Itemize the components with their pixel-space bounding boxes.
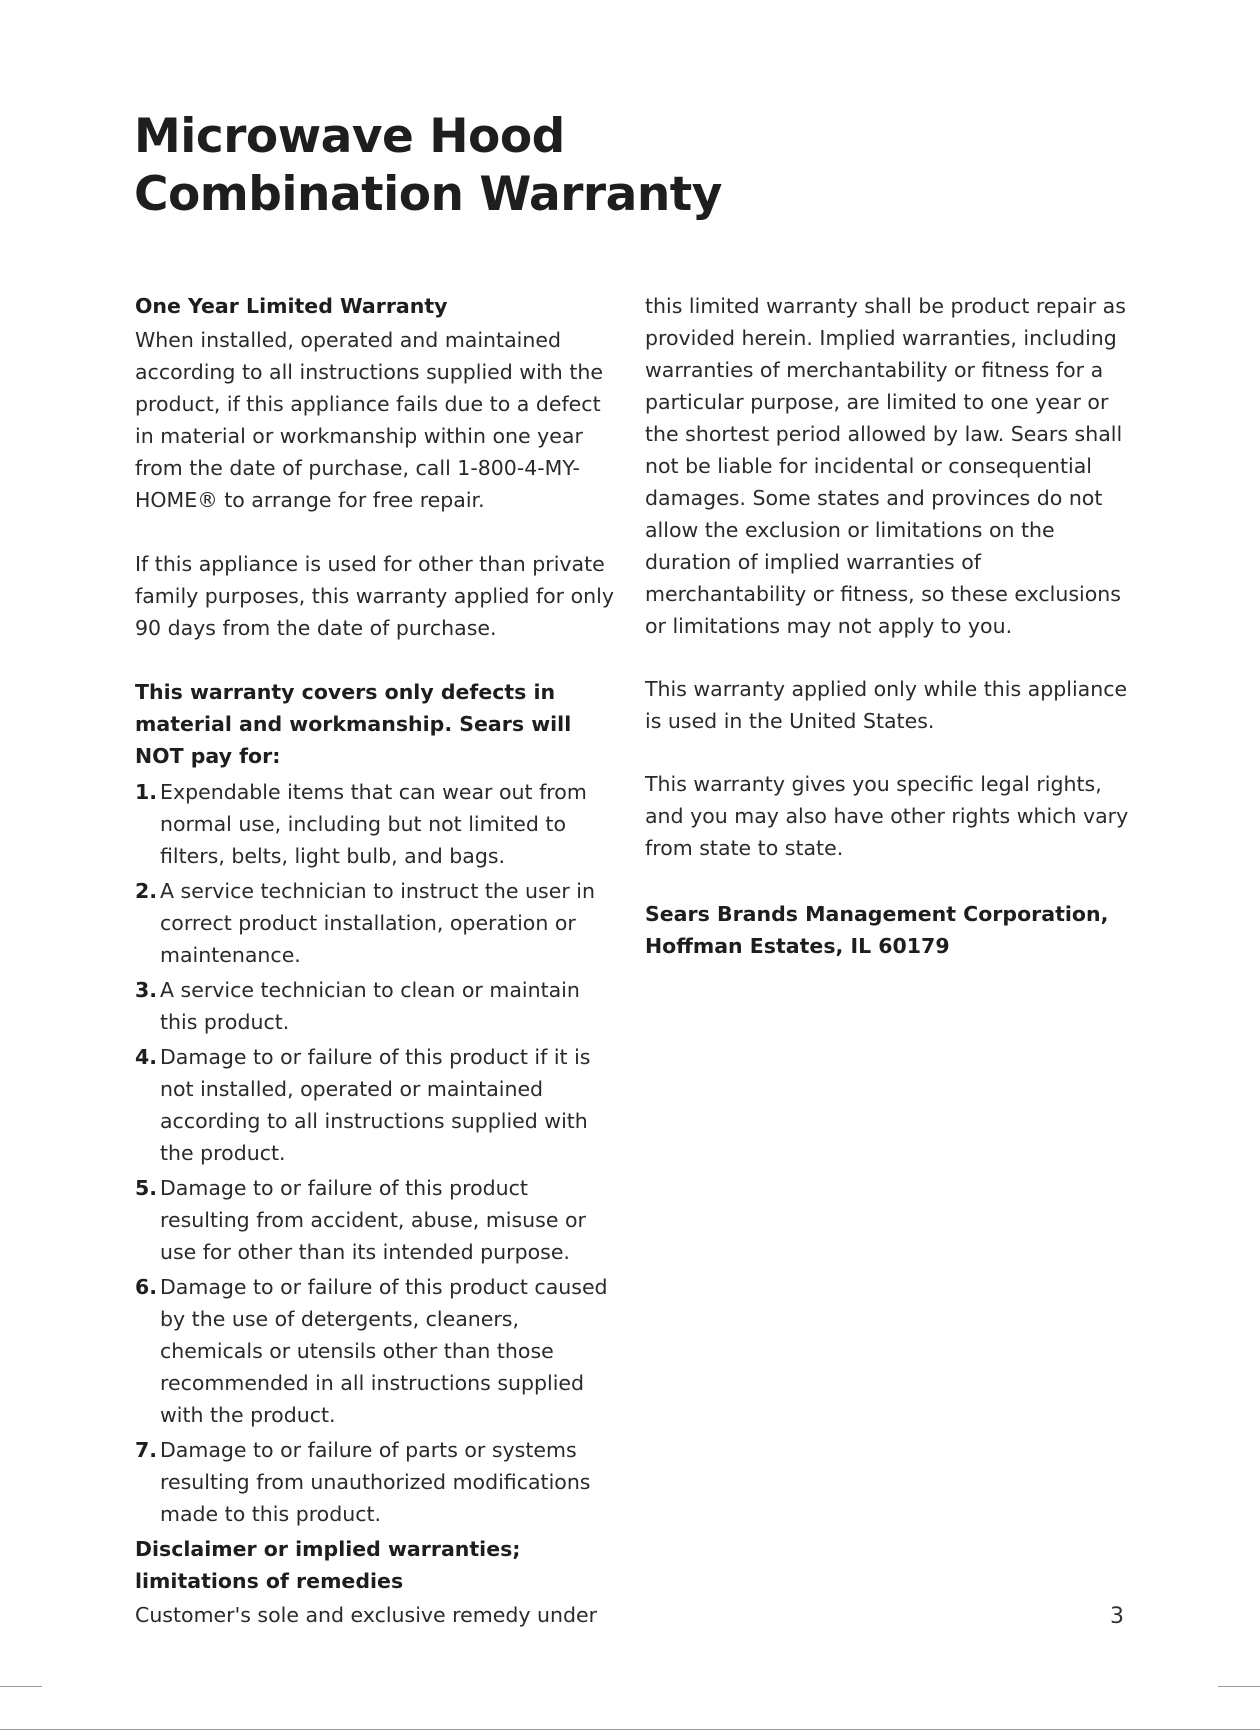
- private-use-text: If this appliance is used for other than private family purposes, this warranty applied for only 90 days from the date of purchase.: [135, 552, 614, 640]
- list-text: Damage to or failure of this product if it is not installed, operated or maintained according to all instructions supplied with the product.: [160, 1045, 591, 1165]
- list-number: 7.: [135, 1438, 158, 1462]
- bottom-rule: [0, 1729, 1260, 1730]
- list-text: Damage to or failure of this product resulting from accident, abuse, misuse or use for other than its intended purpose.: [160, 1176, 586, 1264]
- list-number: 3.: [135, 978, 158, 1002]
- list-item: [135, 1434, 615, 1530]
- list-text: A service technician to instruct the user in correct product installation, operation or maintenance.: [160, 879, 595, 967]
- left-column: [135, 290, 615, 1631]
- list-item: [135, 875, 615, 971]
- crop-mark-left: [0, 1686, 42, 1687]
- list-item: [135, 776, 615, 872]
- legal-rights-text: This warranty gives you specific legal rights, and you may also have other rights which vary from state to state.: [645, 772, 1129, 860]
- list-number: 2.: [135, 879, 158, 903]
- right-column: [645, 290, 1135, 962]
- list-text: Expendable items that can wear out from normal use, including but not limited to filters, belts, light bulb, and bags.: [160, 780, 587, 868]
- disclaimer-heading: Disclaimer or implied warranties; limitations of remedies: [135, 1537, 521, 1593]
- page-number: 3: [1110, 1604, 1124, 1629]
- list-item: [135, 1172, 615, 1268]
- list-text: Damage to or failure of this product caused by the use of detergents, cleaners, chemicals or utensils other than those recommended in all instructions supplied with the product.: [160, 1275, 608, 1427]
- list-number: 6.: [135, 1275, 158, 1299]
- disclaimer-text-start: Customer's sole and exclusive remedy under: [135, 1603, 598, 1627]
- company-name: Sears Brands Management Corporation,: [645, 902, 1109, 926]
- crop-mark-right: [1218, 1686, 1260, 1687]
- list-number: 1.: [135, 780, 158, 804]
- disclaimer-text-continued: this limited warranty shall be product repair as provided herein. Implied warranties, including warranties of merchantability or fitness for a particular purpose, are limited to one year or the shortest period allowed by law. Sears shall not be liable for incidental or consequential damages. Some states and provinces do not allow the exclusion or limitations on the duration of implied warranties of merchantability or fitness, so these exclusions or limitations may not apply to you.: [645, 294, 1126, 638]
- one-year-warranty-heading: One Year Limited Warranty: [135, 294, 448, 318]
- list-text: A service technician to clean or maintain this product.: [160, 978, 580, 1034]
- us-only-text: This warranty applied only while this appliance is used in the United States.: [645, 677, 1128, 733]
- list-item: [135, 974, 615, 1038]
- list-item: [135, 1271, 615, 1431]
- exclusions-list: [135, 776, 615, 1530]
- one-year-warranty-text: When installed, operated and maintained according to all instructions supplied with the product, if this appliance fails due to a defect in material or workmanship within one year from the date of purchase, call 1-800-4-MY-HOME® to arrange for free repair.: [135, 328, 603, 512]
- list-item: [135, 1041, 615, 1169]
- company-address: Hoffman Estates, IL 60179: [645, 934, 950, 958]
- page-title: Microwave Hood Combination Warranty: [134, 109, 722, 222]
- list-number: 4.: [135, 1045, 158, 1069]
- list-number: 5.: [135, 1176, 158, 1200]
- list-text: Damage to or failure of parts or systems resulting from unauthorized modifications made to this product.: [160, 1438, 591, 1526]
- coverage-heading: This warranty covers only defects in material and workmanship. Sears will NOT pay for:: [135, 680, 572, 768]
